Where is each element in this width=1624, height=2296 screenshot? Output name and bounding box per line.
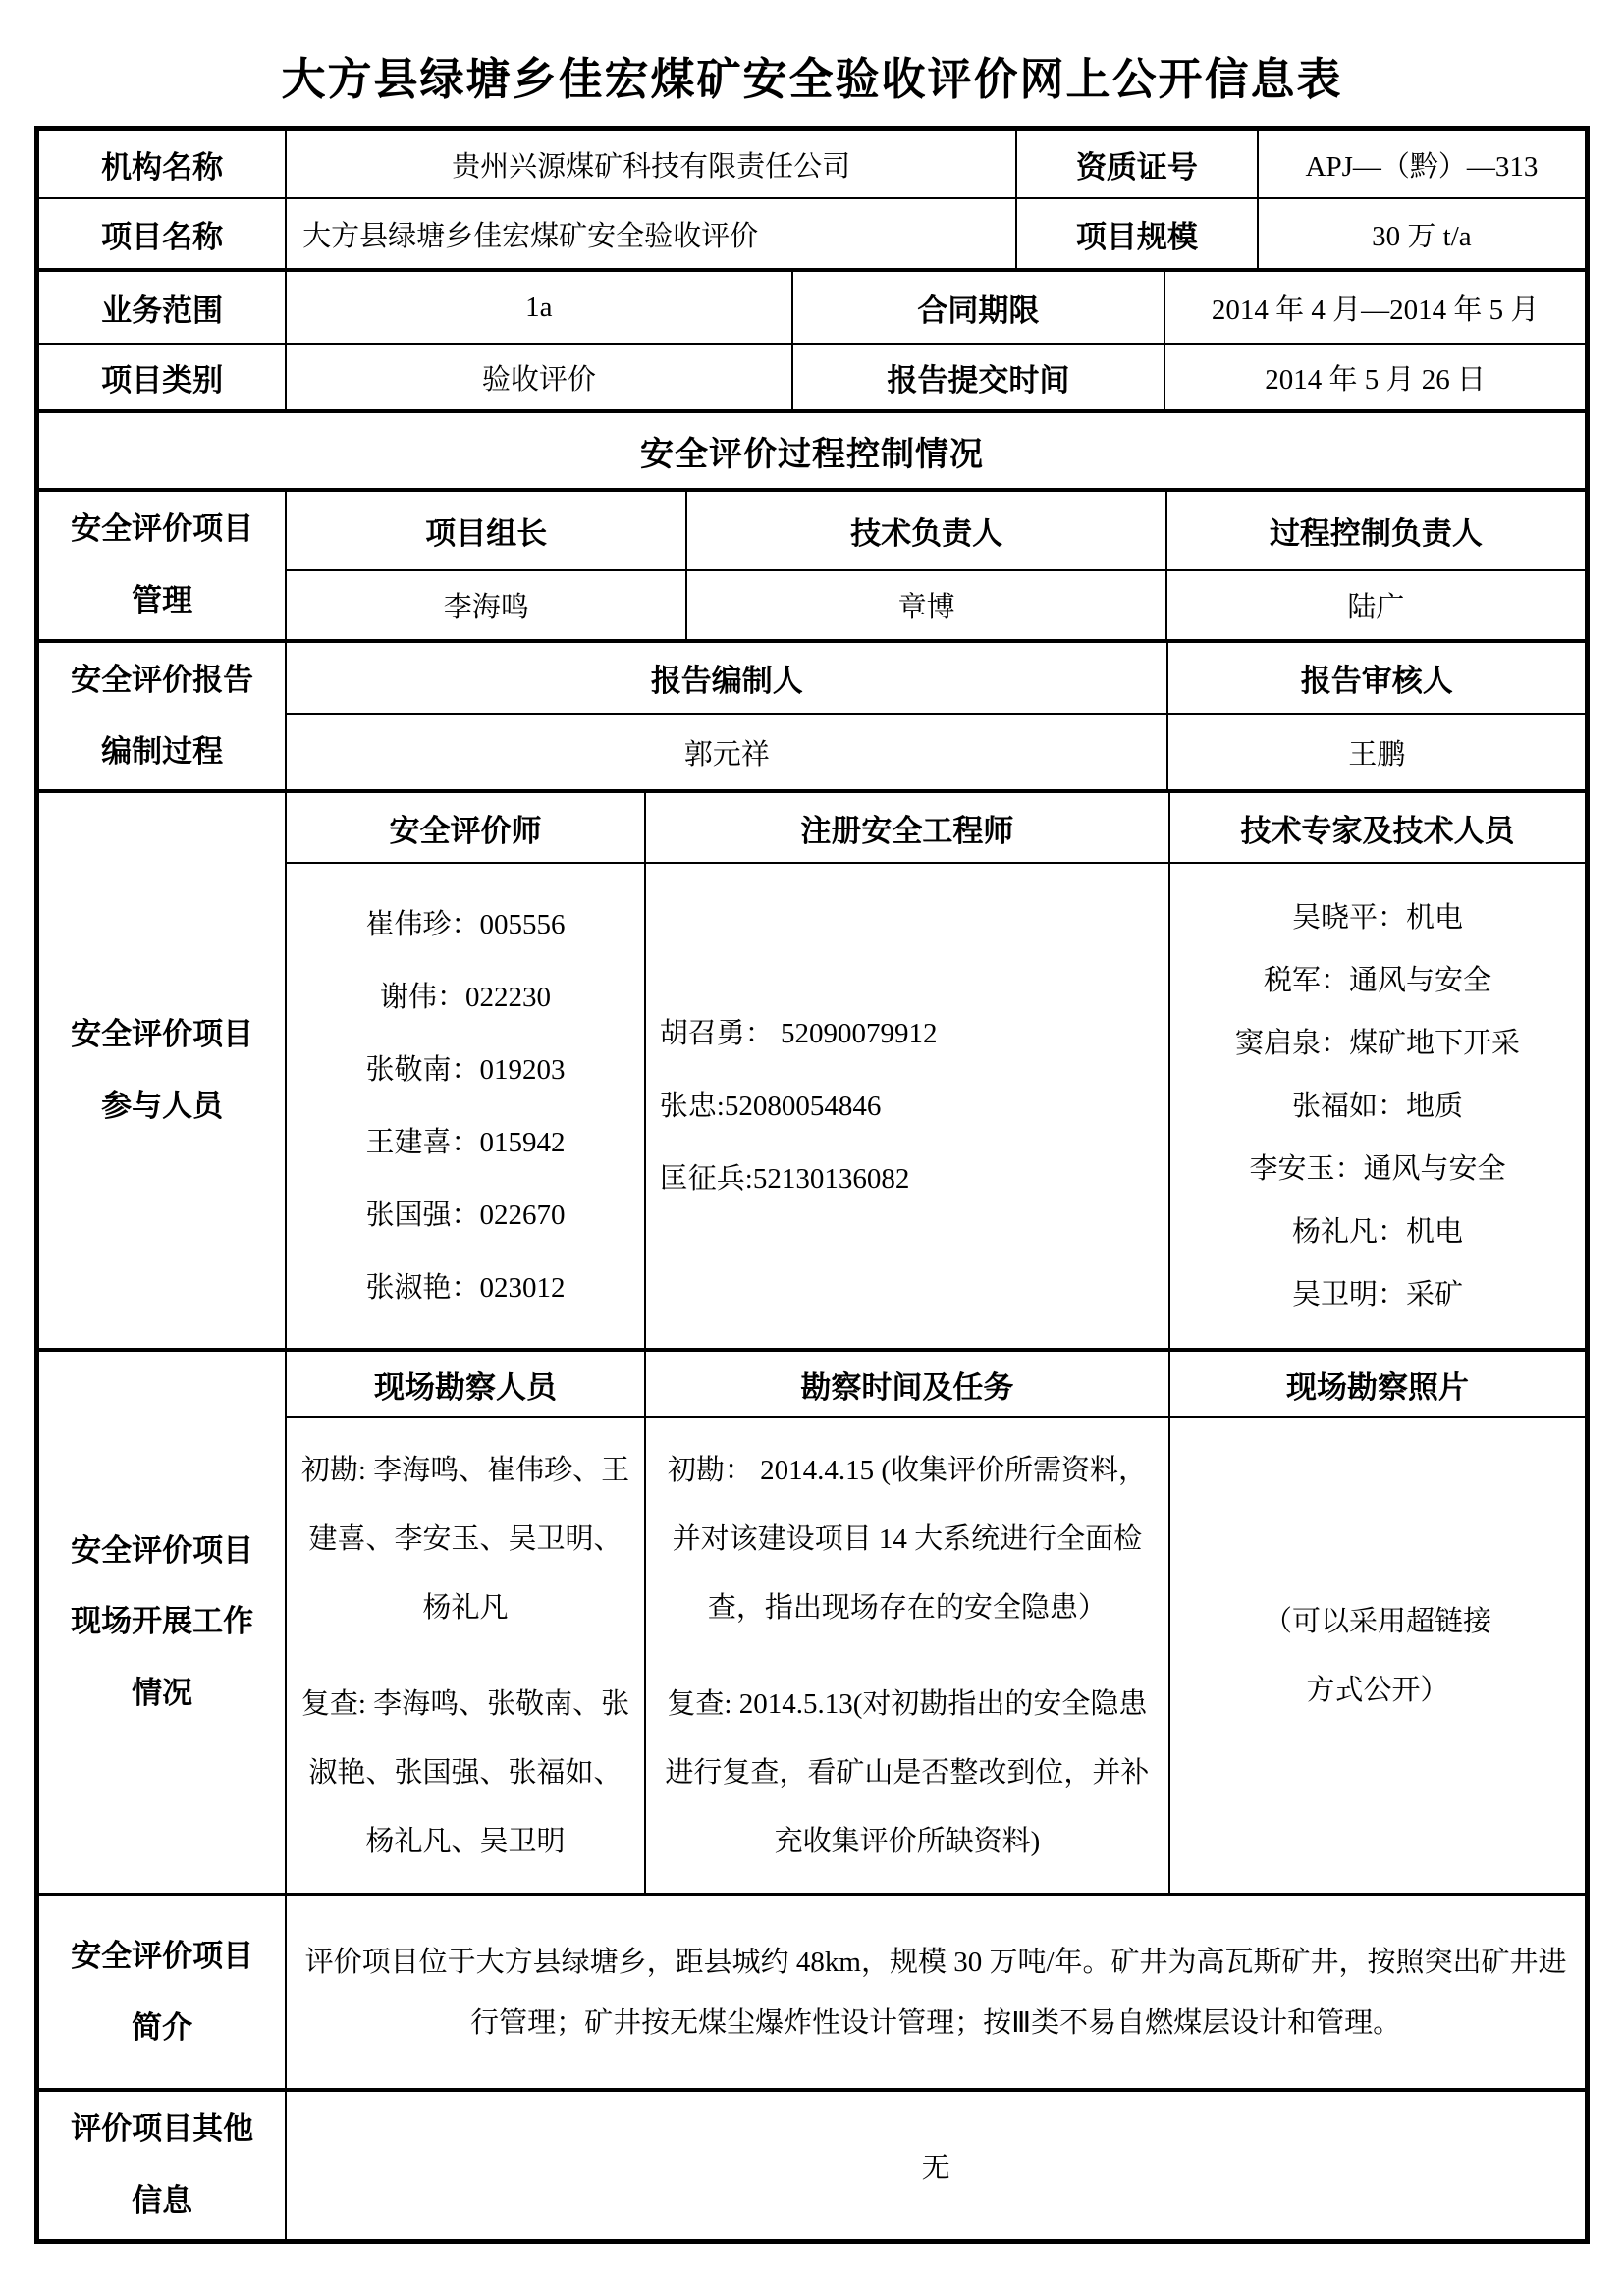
report-writer-value: 郭元祥 xyxy=(286,714,1167,790)
list-item: 崔伟珍：005556 xyxy=(365,908,566,940)
band-org-project xyxy=(37,129,1587,270)
list-item: 张敬南：019203 xyxy=(365,1053,566,1086)
business-scope-label: 业务范围 xyxy=(38,271,286,344)
process-control-section-title: 安全评价过程控制情况 xyxy=(38,412,1586,489)
qualification-cert-label: 资质证号 xyxy=(1016,130,1258,198)
site-work-label: 安全评价项目现场开展工作情况 xyxy=(38,1351,286,1894)
band-management xyxy=(37,490,1587,641)
band-site-work xyxy=(37,1350,1587,1895)
project-management-label: 安全评价项目管理 xyxy=(38,491,286,640)
survey-personnel-cell xyxy=(286,1417,645,1894)
list-item: 谢伟：022230 xyxy=(379,981,551,1013)
list-item: 张福如：地质 xyxy=(1292,1090,1464,1122)
project-summary-text: 评价项目位于大方县绿塘乡，距县城约 48km，规模 30 万吨/年。矿井为高瓦斯矿井，按照突出矿井进行管理；矿井按无煤尘爆炸性设计管理；按Ⅲ类不易自燃煤层设计和管理。 xyxy=(286,1896,1586,2089)
survey-photos-cell xyxy=(1169,1417,1586,1894)
project-scale-label: 项目规模 xyxy=(1016,198,1258,269)
registered-engineer-list xyxy=(645,863,1169,1349)
band-participants xyxy=(37,791,1587,1350)
project-name-label: 项目名称 xyxy=(38,198,286,269)
registered-engineer-header: 注册安全工程师 xyxy=(645,792,1169,863)
report-submit-time-value: 2014 年 5 月 26 日 xyxy=(1164,344,1586,410)
participants-label: 安全评价项目参与人员 xyxy=(38,792,286,1349)
tech-expert-header: 技术专家及技术人员 xyxy=(1169,792,1586,863)
list-item: 李安玉：通风与安全 xyxy=(1249,1152,1506,1185)
report-submit-time-label: 报告提交时间 xyxy=(792,344,1165,410)
survey-review-task: 复查: 2014.5.13(对初勘指出的安全隐患进行复查，看矿山是否整改到位，并补充收集评价所缺资料) xyxy=(665,1687,1150,1857)
list-item: 张忠:52080054846 xyxy=(659,1090,882,1122)
tech-expert-list xyxy=(1169,863,1586,1349)
qualification-cert-value: APJ—（黔）—313 xyxy=(1258,130,1586,198)
report-reviewer-value: 王鹏 xyxy=(1167,714,1586,790)
process-control-director-value: 陆广 xyxy=(1166,570,1586,640)
list-item: 匡征兵:52130136082 xyxy=(659,1162,910,1195)
list-item: 王建喜：015942 xyxy=(365,1126,566,1158)
org-name-label: 机构名称 xyxy=(38,130,286,198)
band-section-header xyxy=(37,411,1587,490)
report-reviewer-header: 报告审核人 xyxy=(1167,642,1586,714)
page-title: 大方县绿塘乡佳宏煤矿安全验收评价网上公开信息表 xyxy=(281,54,1343,104)
team-leader-header: 项目组长 xyxy=(286,491,686,570)
list-item: 窦启泉：煤矿地下开采 xyxy=(1235,1027,1521,1059)
contract-period-value: 2014 年 4 月—2014 年 5 月 xyxy=(1164,271,1586,344)
other-info-label: 评价项目其他信息 xyxy=(38,2091,286,2240)
survey-photos-note: （可以采用超链接方式公开） xyxy=(1264,1605,1492,1706)
list-item: 张国强：022670 xyxy=(365,1199,566,1231)
project-category-label: 项目类别 xyxy=(38,344,286,410)
other-info-value: 无 xyxy=(286,2091,1586,2240)
safety-evaluator-list xyxy=(286,863,645,1349)
tech-director-header: 技术负责人 xyxy=(686,491,1166,570)
org-name-value: 贵州兴源煤矿科技有限责任公司 xyxy=(286,130,1016,198)
survey-photos-header: 现场勘察照片 xyxy=(1169,1351,1586,1417)
info-table xyxy=(34,126,1590,2244)
list-item: 吴晓平：机电 xyxy=(1292,901,1464,934)
list-item: 张淑艳：023012 xyxy=(365,1271,566,1304)
project-summary-label: 安全评价项目简介 xyxy=(38,1896,286,2089)
contract-period-label: 合同期限 xyxy=(792,271,1165,344)
band-report xyxy=(37,641,1587,792)
report-process-label: 安全评价报告编制过程 xyxy=(38,642,286,791)
band-scope-category xyxy=(37,270,1587,411)
survey-schedule-cell xyxy=(645,1417,1169,1894)
band-other xyxy=(37,2090,1587,2241)
safety-evaluator-header: 安全评价师 xyxy=(286,792,645,863)
band-summary xyxy=(37,1895,1587,2090)
tech-director-value: 章博 xyxy=(686,570,1166,640)
survey-initial-personnel: 初勘: 李海鸣、崔伟珍、王建喜、李安玉、吴卫明、杨礼凡 xyxy=(300,1454,630,1624)
business-scope-value: 1a xyxy=(286,271,791,344)
survey-personnel-header: 现场勘察人员 xyxy=(286,1351,645,1417)
survey-review-personnel: 复查: 李海鸣、张敬南、张淑艳、张国强、张福如、杨礼凡、吴卫明 xyxy=(300,1687,630,1857)
report-writer-header: 报告编制人 xyxy=(286,642,1167,714)
list-item: 吴卫明：采矿 xyxy=(1292,1278,1464,1310)
list-item: 胡召勇： 52090079912 xyxy=(659,1017,938,1049)
list-item: 杨礼凡：机电 xyxy=(1292,1215,1464,1248)
project-category-value: 验收评价 xyxy=(286,344,791,410)
team-leader-value: 李海鸣 xyxy=(286,570,686,640)
survey-initial-task: 初勘： 2014.4.15 (收集评价所需资料，并对该建设项目 14 大系统进行全面检查，指出现场存在的安全隐患） xyxy=(667,1454,1147,1624)
list-item: 税军：通风与安全 xyxy=(1264,964,1492,996)
project-scale-value: 30 万 t/a xyxy=(1258,198,1586,269)
survey-schedule-header: 勘察时间及任务 xyxy=(645,1351,1169,1417)
process-control-director-header: 过程控制负责人 xyxy=(1166,491,1586,570)
project-name-value: 大方县绿塘乡佳宏煤矿安全验收评价 xyxy=(286,198,1016,269)
